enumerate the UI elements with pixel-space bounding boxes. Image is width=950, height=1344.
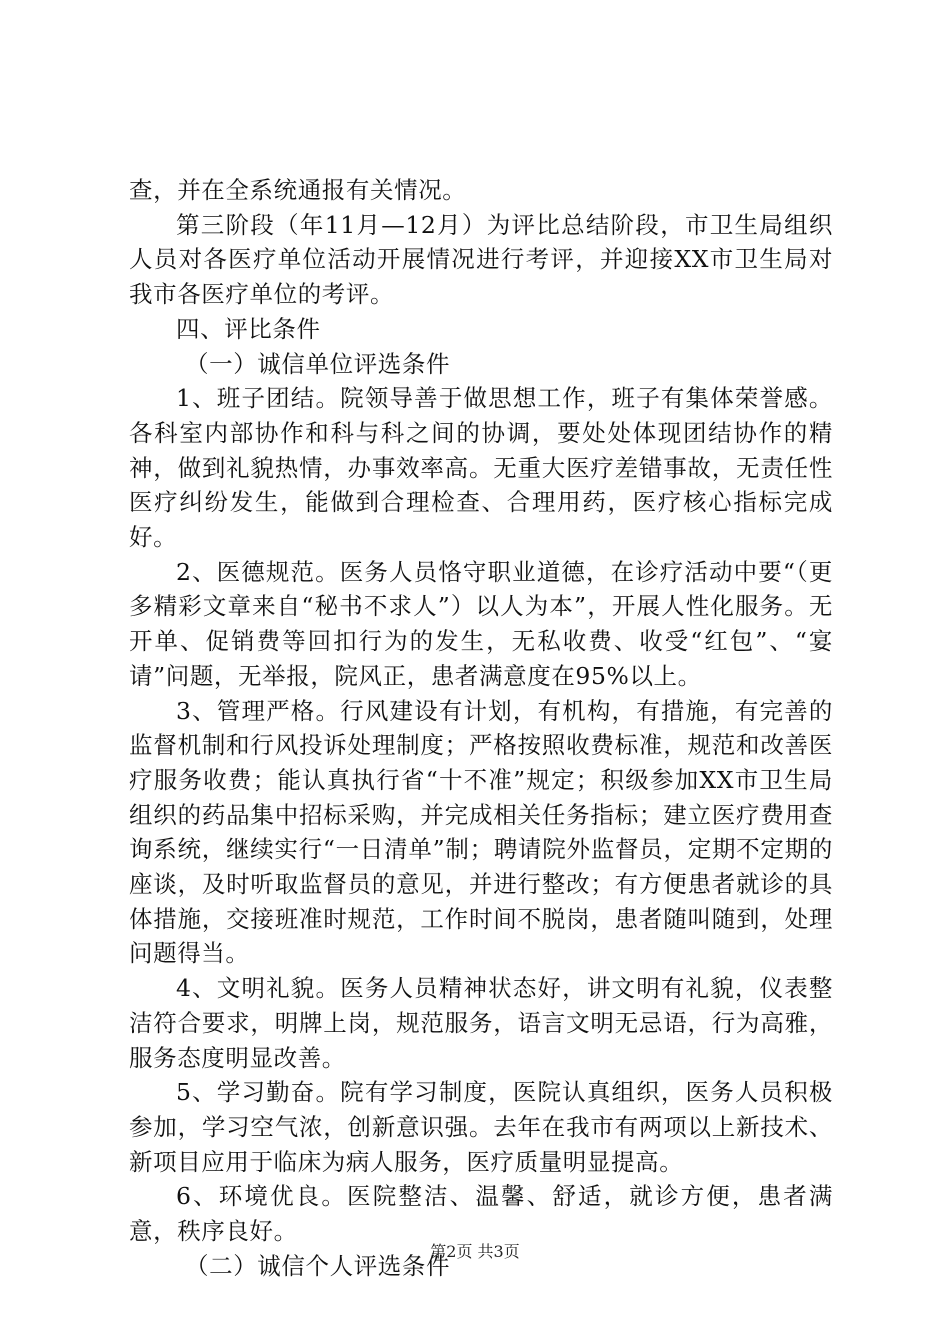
- paragraph-item-3: 3、管理严格。行风建设有计划，有机构，有措施，有完善的监督机制和行风投诉处理制度；严格按照收费标准，规范和改善医疗服务收费；能认真执行省“十不准”规定；积级参加XX市卫生局组织的药品集中招标采购，并完成相关任务指标；建立医疗费用查询系统，继续实行“一日清单”制；聘请院外监督员，定期不定期的座谈，及时听取监督员的意见，并进行整改；有方便患者就诊的具体措施，交接班准时规范，工作时间不脱岗，患者随叫随到，处理问题得当。: [129, 696, 833, 968]
- section-heading-criteria: 四、评比条件: [176, 314, 321, 343]
- paragraph-item-1: 1、班子团结。院领导善于做思想工作，班子有集体荣誉感。各科室内部协作和科与科之间的协调，要处处体现团结协作的精神，做到礼貌热情，办事效率高。无重大医疗差错事故，无责任性医疗纠纷发生，能做到合理检查、合理用药，医疗核心指标完成好。: [129, 384, 833, 552]
- paragraph-phase-three: 第三阶段（年11月—12月）为评比总结阶段，市卫生局组织人员对各医疗单位活动开展情况进行考评，并迎接XX市卫生局对我市各医疗单位的考评。: [129, 210, 833, 309]
- subsection-heading-unit: （一）诚信单位评选条件: [185, 349, 451, 378]
- paragraph-item-2: 2、医德规范。医务人员恪守职业道德，在诊疗活动中要“（更多精彩文章来自“秘书不求人”）以人为本”，开展人性化服务。无开单、促销费等回扣行为的发生，无私收费、收受“红包”、“宴请”问题，无举报，院风正，患者满意度在95%以上。: [129, 557, 833, 690]
- page-number-footer: 第2页 共3页: [430, 1242, 520, 1261]
- paragraph-continuation: 查，并在全系统通报有关情况。: [129, 176, 467, 204]
- paragraph-item-4: 4、文明礼貌。医务人员精神状态好，讲文明有礼貌，仪表整洁符合要求，明牌上岗，规范服务，语言文明无忌语，行为高雅，服务态度明显改善。: [129, 974, 833, 1072]
- document-body: [129, 173, 833, 1284]
- paragraph-item-6: 6、环境优良。医院整洁、温馨、舒适，就诊方便，患者满意，秩序良好。: [129, 1182, 833, 1246]
- subsection-heading-individual: （二）诚信个人评选条件: [185, 1251, 451, 1280]
- paragraph-item-5: 5、学习勤奋。院有学习制度，医院认真组织，医务人员积极参加，学习空气浓，创新意识强。去年在我市有两项以上新技术、新项目应用于临床为病人服务，医疗质量明显提高。: [129, 1078, 833, 1176]
